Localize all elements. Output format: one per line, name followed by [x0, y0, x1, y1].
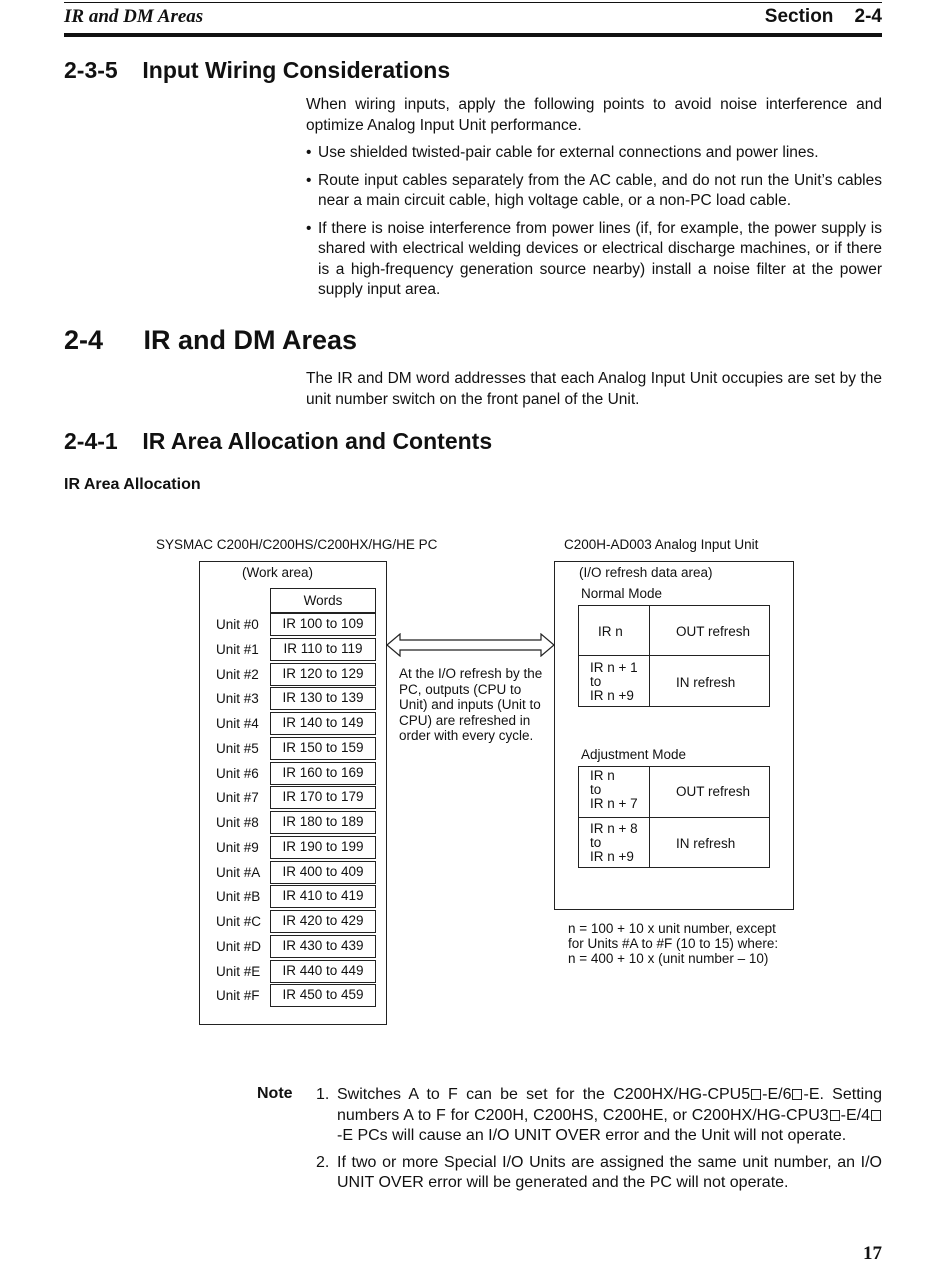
unit-label: Unit #6: [216, 766, 259, 781]
heading-title: Input Wiring Considerations: [142, 57, 451, 83]
heading-title: IR Area Allocation and Contents: [142, 428, 493, 454]
refresh-line: order with every cycle.: [399, 728, 534, 743]
unit-label: Unit #3: [216, 691, 259, 706]
addr-line: IR n + 7: [590, 796, 638, 811]
unit-label: Unit #7: [216, 790, 259, 805]
normal-row2-addr: [590, 661, 638, 703]
note-text-part: -E/4: [840, 1106, 870, 1124]
header-top-rule: [64, 2, 882, 3]
word-range-cell: IR 110 to 119: [270, 638, 376, 661]
words-header: Words: [270, 588, 376, 613]
note-label: Note: [257, 1085, 293, 1102]
unit-label: Unit #B: [216, 889, 261, 904]
addr-line: IR n: [590, 768, 615, 783]
heading-2-3-5: [64, 57, 450, 84]
bullet-icon: •: [306, 171, 312, 189]
note-item: [316, 1085, 882, 1147]
word-range-cell: IR 410 to 419: [270, 885, 376, 908]
refresh-line: CPU) are refreshed in: [399, 712, 531, 728]
formula-line: for Units #A to #F (10 to 15) where:: [568, 936, 779, 951]
unit-label: Unit #D: [216, 939, 262, 954]
unit-label: Unit #2: [216, 667, 259, 682]
adjustment-mode-label: Adjustment Mode: [581, 747, 687, 762]
addr-line: to: [590, 782, 602, 797]
normal-row1-content: OUT refresh: [676, 624, 751, 639]
note-item: [316, 1153, 882, 1194]
section-2-4-body: [306, 369, 882, 417]
placeholder-square-icon: [830, 1110, 840, 1121]
bullet-icon: •: [306, 144, 312, 161]
notes-list: [316, 1085, 882, 1200]
note-text-part: Switches A to F can be set for the C200HX/HG-CPU5: [337, 1086, 751, 1103]
note-number: 1.: [316, 1086, 330, 1103]
adjust-row1-content: OUT refresh: [676, 784, 751, 799]
normal-row2-content: IN refresh: [676, 675, 736, 690]
placeholder-square-icon: [751, 1089, 761, 1100]
refresh-line: Unit) and inputs (Unit to: [399, 697, 541, 712]
word-range-cell: IR 150 to 159: [270, 737, 376, 760]
note-text-part: -E. Setting numbers A to F for C200H, C200HS, C200HE, or C200HX/HG-CPU3: [337, 1086, 882, 1124]
formula-line: n = 100 + 10 x unit number, except: [568, 921, 776, 936]
refresh-line: At the I/O refresh by the: [399, 666, 543, 681]
word-range-cell: IR 170 to 179: [270, 786, 376, 809]
unit-label: Unit #4: [216, 716, 259, 731]
unit-label: Unit #F: [216, 988, 260, 1003]
running-header-title: IR and DM Areas: [64, 6, 204, 27]
addr-line: IR n +9: [590, 688, 634, 703]
table-divider: [578, 817, 770, 818]
body-paragraph: The IR and DM word addresses that each Analog Input Unit occupies are set by the unit number switch on the front panel of the Unit.: [306, 370, 882, 408]
running-header-section: [765, 6, 882, 28]
bullet-item: [306, 143, 882, 164]
heading-title: IR and DM Areas: [143, 325, 358, 355]
adjust-row2-content: IN refresh: [676, 836, 736, 851]
unit-label: Unit #C: [216, 914, 262, 929]
heading-number: 2-4: [64, 325, 104, 355]
bullet-item: [306, 219, 882, 301]
unit-label: Unit #8: [216, 815, 259, 830]
double-arrow-icon: [386, 633, 556, 657]
heading-number: 2-3-5: [64, 57, 118, 83]
addr-line: IR n +9: [590, 849, 634, 864]
unit-label: Unit #9: [216, 840, 259, 855]
unit-title: C200H-AD003 Analog Input Unit: [564, 537, 759, 552]
addr-line: IR n + 8: [590, 821, 638, 836]
refresh-explanation: [399, 666, 542, 744]
bullet-text: If there is noise interference from power lines (if, for example, the power supply is shared with electrical welding devices or electrical discharge machines, or if there is a high-frequency generation source nearby) install a noise filter at the power supply input area.: [318, 219, 882, 298]
placeholder-square-icon: [871, 1110, 881, 1121]
header-bottom-rule: [64, 33, 882, 37]
word-range-cell: IR 420 to 429: [270, 910, 376, 933]
note-number: 2.: [316, 1153, 330, 1171]
addr-line: IR n + 1: [590, 660, 638, 675]
table-divider: [649, 605, 650, 707]
word-range-cell: IR 160 to 169: [270, 762, 376, 785]
heading-number: 2-4-1: [64, 428, 118, 454]
addr-line: to: [590, 835, 602, 850]
bullet-item: [306, 171, 882, 212]
bullet-icon: •: [306, 219, 312, 237]
normal-mode-label: Normal Mode: [581, 586, 663, 601]
bullet-text: Route input cables separately from the AC cable, and do not run the Unit’s cables near a main circuit cable, high voltage cable, or a non-PC load cable.: [318, 171, 882, 209]
subheading-ir-area-allocation: IR Area Allocation: [64, 476, 201, 493]
unit-label: Unit #0: [216, 617, 259, 632]
unit-label: Unit #A: [216, 865, 261, 880]
section-label: Section: [764, 6, 834, 27]
normal-row1-addr: IR n: [598, 624, 623, 639]
note-text-part: -E PCs will cause an I/O UNIT OVER error and the Unit will not operate.: [337, 1127, 847, 1144]
section-number: 2-4: [854, 6, 882, 27]
bullet-list: [306, 143, 882, 301]
note-text-part: -E/6: [762, 1086, 792, 1103]
word-range-cell: IR 440 to 449: [270, 960, 376, 983]
io-area-label: (I/O refresh data area): [579, 565, 713, 580]
unit-label: Unit #E: [216, 964, 261, 979]
refresh-line: PC, outputs (CPU to: [399, 681, 522, 697]
word-range-cell: IR 180 to 189: [270, 811, 376, 834]
unit-label: Unit #1: [216, 642, 259, 657]
formula-line: n = 400 + 10 x (unit number – 10): [568, 951, 769, 966]
word-range-cell: IR 120 to 129: [270, 663, 376, 686]
word-range-cell: IR 190 to 199: [270, 836, 376, 859]
pc-title: SYSMAC C200H/C200HS/C200HX/HG/HE PC: [156, 537, 438, 552]
adjust-row1-addr: [590, 769, 638, 811]
work-area-label: (Work area): [242, 565, 314, 580]
word-range-cell: IR 400 to 409: [270, 861, 376, 884]
unit-label: Unit #5: [216, 741, 259, 756]
n-formula: [568, 921, 778, 966]
heading-2-4: [64, 325, 357, 356]
page-number: 17: [863, 1243, 882, 1264]
table-divider: [578, 655, 770, 656]
adjust-row2-addr: [590, 822, 638, 864]
word-range-cell: IR 140 to 149: [270, 712, 376, 735]
placeholder-square-icon: [792, 1089, 802, 1100]
word-range-cell: IR 430 to 439: [270, 935, 376, 958]
bullet-text: Use shielded twisted-pair cable for external connections and power lines.: [318, 144, 819, 161]
section-2-3-5-body: [306, 95, 882, 308]
word-range-cell: IR 100 to 109: [270, 613, 376, 636]
heading-2-4-1: [64, 428, 492, 455]
word-range-cell: IR 450 to 459: [270, 984, 376, 1007]
note-text: If two or more Special I/O Units are assigned the same unit number, an I/O UNIT OVER error will be generated and the PC will not operate.: [337, 1153, 882, 1191]
addr-line: to: [590, 674, 602, 689]
intro-paragraph: When wiring inputs, apply the following points to avoid noise interference and optimize Analog Input Unit performance.: [306, 96, 882, 134]
word-range-cell: IR 130 to 139: [270, 687, 376, 710]
